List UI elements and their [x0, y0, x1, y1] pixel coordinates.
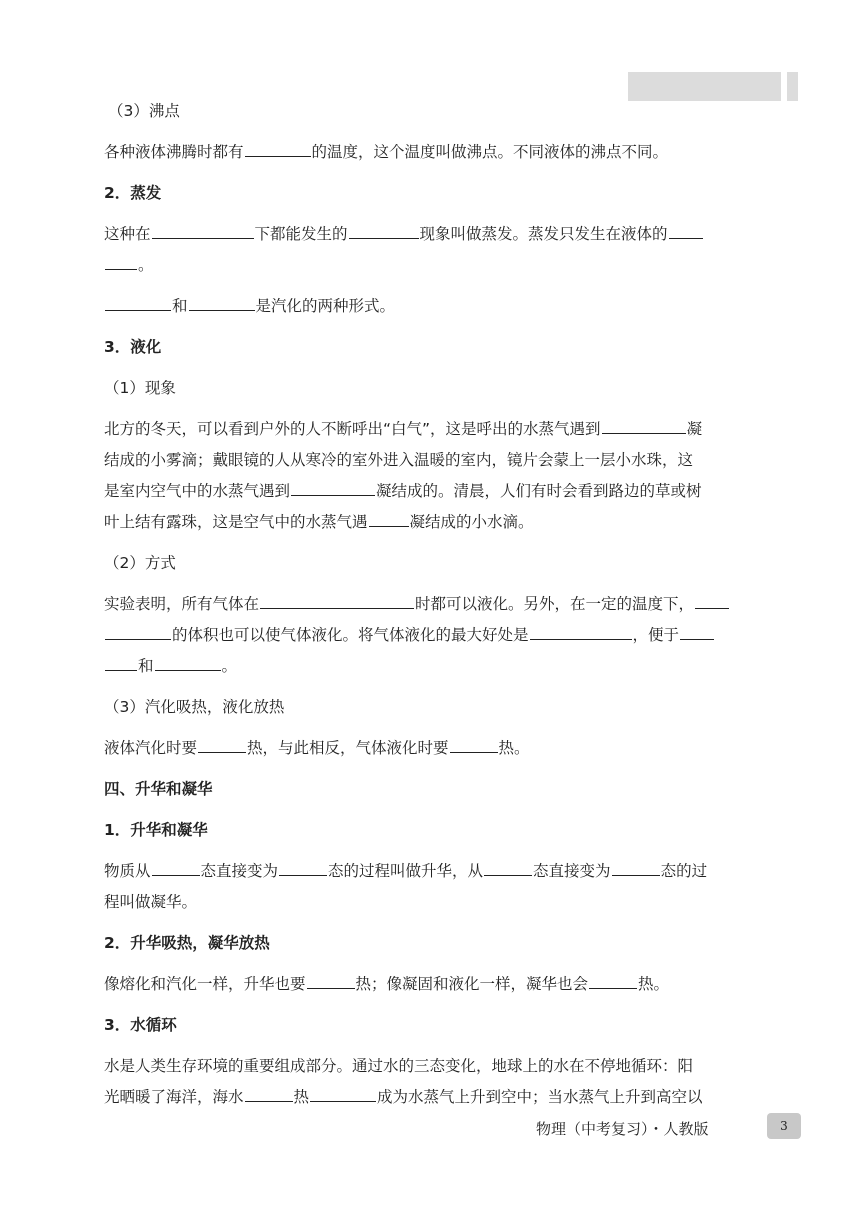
answer-blank[interactable] [450, 736, 498, 753]
evaporation-heading: 2．蒸发 [104, 184, 162, 202]
answer-blank[interactable] [105, 294, 171, 311]
sublimation-heat-heading: 2．升华吸热，凝华放热 [104, 934, 270, 952]
answer-blank[interactable] [669, 222, 703, 239]
answer-blank[interactable] [189, 294, 255, 311]
liquefaction-sub-phenomenon: （1）现象 [104, 379, 176, 397]
answer-blank[interactable] [680, 623, 714, 640]
water-cycle-heading: 3．水循环 [104, 1016, 177, 1034]
answer-blank[interactable] [245, 1085, 293, 1102]
answer-blank[interactable] [695, 592, 729, 609]
liquefaction-sub-heat: （3）汽化吸热，液化放热 [104, 698, 285, 716]
answer-blank[interactable] [105, 654, 137, 671]
liquefaction-heading: 3．液化 [104, 338, 162, 356]
evaporation-text-2: 。 [104, 250, 764, 281]
answer-blank[interactable] [152, 222, 254, 239]
header-decor-tab [787, 72, 798, 101]
phenomenon-line-3: 是室内空气中的水蒸气遇到 凝结成的。清晨，人们有时会看到路边的草或树 [104, 476, 764, 507]
page-number: 3 [767, 1113, 801, 1139]
boiling-heading: （3）沸点 [108, 102, 180, 120]
answer-blank[interactable] [612, 859, 660, 876]
water-cycle-line-1: 水是人类生存环境的重要组成部分。通过水的三态变化，地球上的水在不停地循环：阳 [104, 1057, 694, 1075]
phenomenon-line-1: 北方的冬天，可以看到户外的人不断呼出“白气”，这是呼出的水蒸气遇到 凝 [104, 414, 764, 445]
answer-blank[interactable] [310, 1085, 376, 1102]
answer-blank[interactable] [105, 253, 137, 270]
answer-blank[interactable] [260, 592, 414, 609]
method-line-3: 和 。 [104, 651, 764, 682]
heat-text: 液体汽化时要 热，与此相反，气体液化时要 热。 [104, 733, 764, 764]
answer-blank[interactable] [307, 972, 355, 989]
answer-blank[interactable] [349, 222, 419, 239]
method-line-2: 的体积也可以使气体液化。将气体液化的最大好处是 ，便于 [104, 620, 764, 651]
answer-blank[interactable] [589, 972, 637, 989]
sublimation-line-2: 程叫做凝华。 [104, 893, 198, 911]
answer-blank[interactable] [530, 623, 632, 640]
forms-text: 和 是汽化的两种形式。 [104, 291, 764, 322]
liquefaction-sub-method: （2）方式 [104, 554, 176, 572]
sublimation-line-1: 物质从 态直接变为 态的过程叫做升华，从 态直接变为 态的过 [104, 856, 764, 887]
answer-blank[interactable] [105, 623, 171, 640]
answer-blank[interactable] [291, 479, 375, 496]
boiling-text: 各种液体沸腾时都有 的温度，这个温度叫做沸点。不同液体的沸点不同。 [104, 137, 764, 168]
phenomenon-line-2: 结成的小雾滴；戴眼镜的人从寒冷的室外进入温暖的室内，镜片会蒙上一层小水珠，这 [104, 451, 694, 469]
answer-blank[interactable] [155, 654, 221, 671]
section-four-heading: 四、升华和凝华 [104, 780, 213, 798]
sublimation-heading: 1．升华和凝华 [104, 821, 208, 839]
answer-blank[interactable] [484, 859, 532, 876]
method-line-1: 实验表明，所有气体在 时都可以液化。另外，在一定的温度下， [104, 589, 764, 620]
water-cycle-line-2: 光晒暖了海洋，海水 热 成为水蒸气上升到空中；当水蒸气上升到高空以 [104, 1082, 764, 1113]
answer-blank[interactable] [198, 736, 246, 753]
page-content [104, 96, 764, 1113]
answer-blank[interactable] [152, 859, 200, 876]
answer-blank[interactable] [369, 510, 409, 527]
sublimation-heat-text: 像熔化和汽化一样，升华也要 热；像凝固和液化一样，凝华也会 热。 [104, 969, 764, 1000]
phenomenon-line-4: 叶上结有露珠，这是空气中的水蒸气遇 凝结成的小水滴。 [104, 507, 764, 538]
answer-blank[interactable] [602, 417, 686, 434]
evaporation-text-1: 这种在 下都能发生的 现象叫做蒸发。蒸发只发生在液体的 [104, 219, 764, 250]
answer-blank[interactable] [245, 140, 311, 157]
book-title: 物理（中考复习）・人教版 [536, 1120, 709, 1138]
answer-blank[interactable] [279, 859, 327, 876]
